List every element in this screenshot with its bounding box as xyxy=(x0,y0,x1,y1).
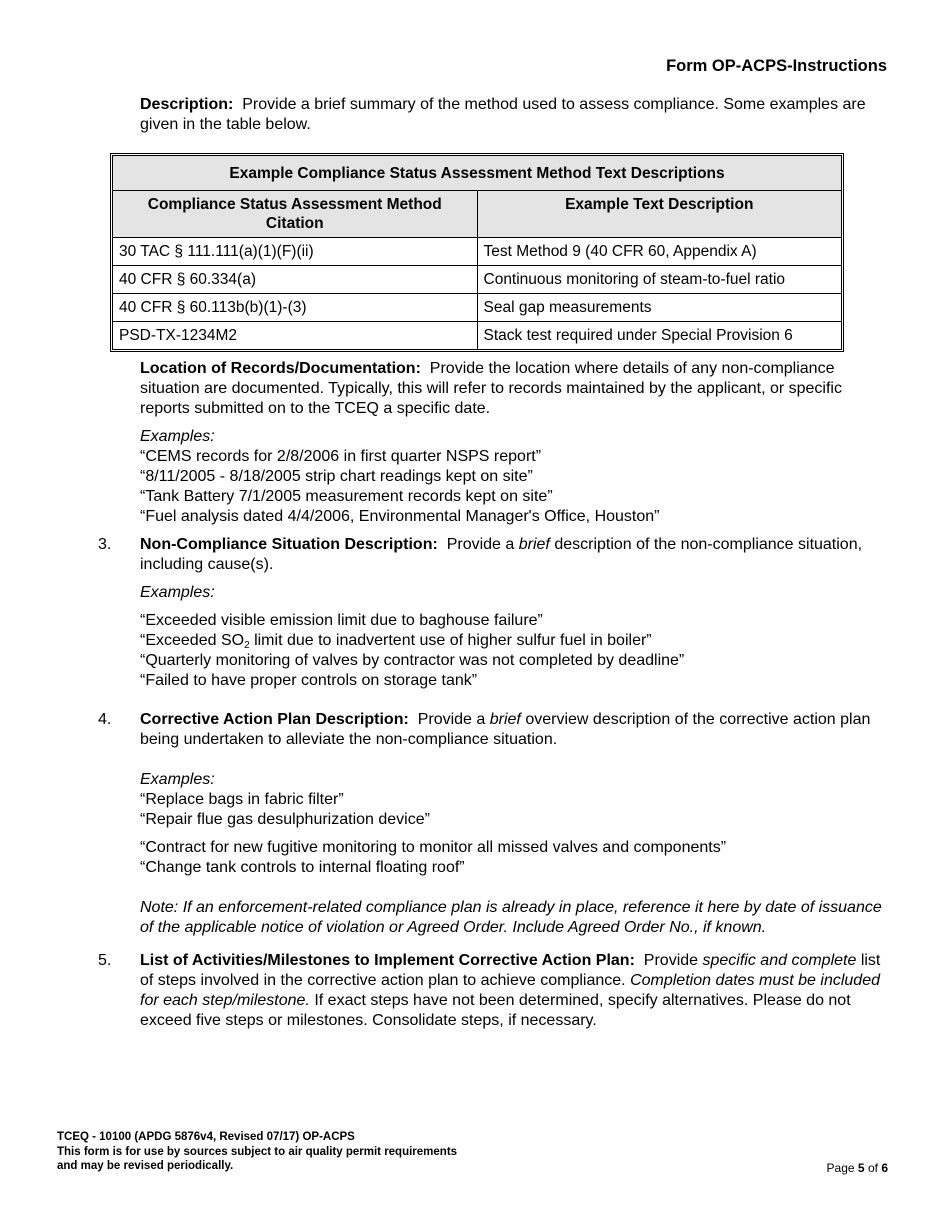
footer-line: TCEQ - 10100 (APDG 5876v4, Revised 07/17) OP-ACPS xyxy=(57,1131,355,1143)
examples-label: Examples: xyxy=(140,771,215,788)
page-total: 6 xyxy=(881,1161,888,1175)
form-title: Form OP-ACPS-Instructions xyxy=(666,57,887,75)
example-table xyxy=(110,153,844,352)
table-cell: Seal gap measurements xyxy=(477,294,841,322)
example-line: “Fuel analysis dated 4/4/2006, Environmental Manager's Office, Houston” xyxy=(140,508,660,525)
item3-text: description of the non-compliance situation, including cause(s). xyxy=(140,536,863,573)
description-paragraph xyxy=(140,95,895,135)
table-cell: 30 TAC § 111.111(a)(1)(F)(ii) xyxy=(113,238,477,266)
table-header-citation: Compliance Status Assessment Method Citation xyxy=(113,191,477,238)
table-cell: Continuous monitoring of steam-to-fuel ratio xyxy=(477,266,841,294)
example-line xyxy=(140,631,895,651)
item4-label: Corrective Action Plan Description: xyxy=(140,711,409,728)
example-text: “Exceeded SO xyxy=(140,632,245,649)
item-number: 3. xyxy=(98,536,112,553)
item5-text: If exact steps have not been determined, specify alternatives. Please do not exceed five steps or milestones. Consolidate steps, if necessary. xyxy=(140,992,851,1029)
subscript: 2 xyxy=(244,640,250,651)
table-caption: Example Compliance Status Assessment Method Text Descriptions xyxy=(113,156,841,191)
table-cell: Test Method 9 (40 CFR 60, Appendix A) xyxy=(477,238,841,266)
example-line: “Tank Battery 7/1/2005 measurement records kept on site” xyxy=(140,488,553,505)
item4-section xyxy=(140,710,895,938)
description-label: Description: xyxy=(140,96,234,113)
page-label: Page xyxy=(826,1161,855,1175)
item3-emphasis: brief xyxy=(518,536,550,553)
item3-text: Provide a xyxy=(446,536,515,553)
page-current: 5 xyxy=(857,1161,865,1175)
footer-line: and may be revised periodically. xyxy=(57,1160,234,1172)
item5-emphasis: Completion dates must be included for each step/milestone. xyxy=(140,972,880,1009)
item3-section xyxy=(140,535,895,691)
item5-section xyxy=(140,951,895,1031)
item4-text: Provide a xyxy=(417,711,486,728)
example-line: “Repair flue gas desulphurization device” xyxy=(140,811,430,828)
example-line: “Replace bags in fabric filter” xyxy=(140,791,344,808)
examples-label: Examples: xyxy=(140,584,215,601)
example-line: “Exceeded visible emission limit due to baghouse failure” xyxy=(140,612,543,629)
location-text: Provide the location where details of any non-compliance situation are documented. Typically, this will refer to records maintained by the applicant, or specific reports submitted on to the TCEQ a specific date. xyxy=(140,360,842,417)
location-examples xyxy=(140,427,895,527)
table-cell: Stack test required under Special Provision 6 xyxy=(477,322,841,350)
item5-label: List of Activities/Milestones to Implement Corrective Action Plan: xyxy=(140,952,635,969)
item3-label: Non-Compliance Situation Description: xyxy=(140,536,438,553)
footer-line: This form is for use by sources subject to air quality permit requirements xyxy=(57,1145,458,1158)
example-line: “8/11/2005 - 8/18/2005 strip chart readings kept on site” xyxy=(140,468,533,485)
item4-emphasis: brief xyxy=(489,711,521,728)
item-number: 4. xyxy=(98,711,112,728)
table-cell: PSD-TX-1234M2 xyxy=(113,322,477,350)
example-line: “CEMS records for 2/8/2006 in first quarter NSPS report” xyxy=(140,448,542,465)
item5-text: Provide xyxy=(643,952,699,969)
location-label: Location of Records/Documentation: xyxy=(140,360,421,377)
item4-text: overview description of the corrective action plan being undertaken to alleviate the non-compliance situation. xyxy=(140,711,871,748)
table-row xyxy=(113,266,841,294)
table-header-description: Example Text Description xyxy=(477,191,841,238)
table-row xyxy=(113,294,841,322)
description-text: Provide a brief summary of the method used to assess compliance. Some examples are given in the table below. xyxy=(140,96,866,133)
page-number xyxy=(827,1158,888,1178)
table-cell: 40 CFR § 60.113b(b)(1)-(3) xyxy=(113,294,477,322)
item-number: 5. xyxy=(98,952,112,969)
example-text: limit due to inadvertent use of higher sulfur fuel in boiler” xyxy=(249,632,652,649)
page-of: of xyxy=(867,1161,878,1175)
item5-text: list of steps involved in the corrective action plan to achieve compliance. xyxy=(140,952,881,989)
table-cell: 40 CFR § 60.334(a) xyxy=(113,266,477,294)
location-paragraph xyxy=(140,359,895,419)
item4-note: Note: If an enforcement-related compliance plan is already in place, reference it here by date of issuance of the applicable notice of violation or Agreed Order. Include Agreed Order No., if known. xyxy=(140,899,882,936)
example-line: “Quarterly monitoring of valves by contractor was not completed by deadline” xyxy=(140,652,685,669)
example-line: “Failed to have proper controls on storage tank” xyxy=(140,672,478,689)
table-row xyxy=(113,238,841,266)
example-line: “Change tank controls to internal floating roof” xyxy=(140,859,465,876)
table-row xyxy=(113,322,841,350)
examples-label: Examples: xyxy=(140,428,215,445)
item5-emphasis: specific and complete xyxy=(702,952,857,969)
footer-form-info xyxy=(57,1130,457,1174)
example-line: “Contract for new fugitive monitoring to monitor all missed valves and components” xyxy=(140,839,727,856)
